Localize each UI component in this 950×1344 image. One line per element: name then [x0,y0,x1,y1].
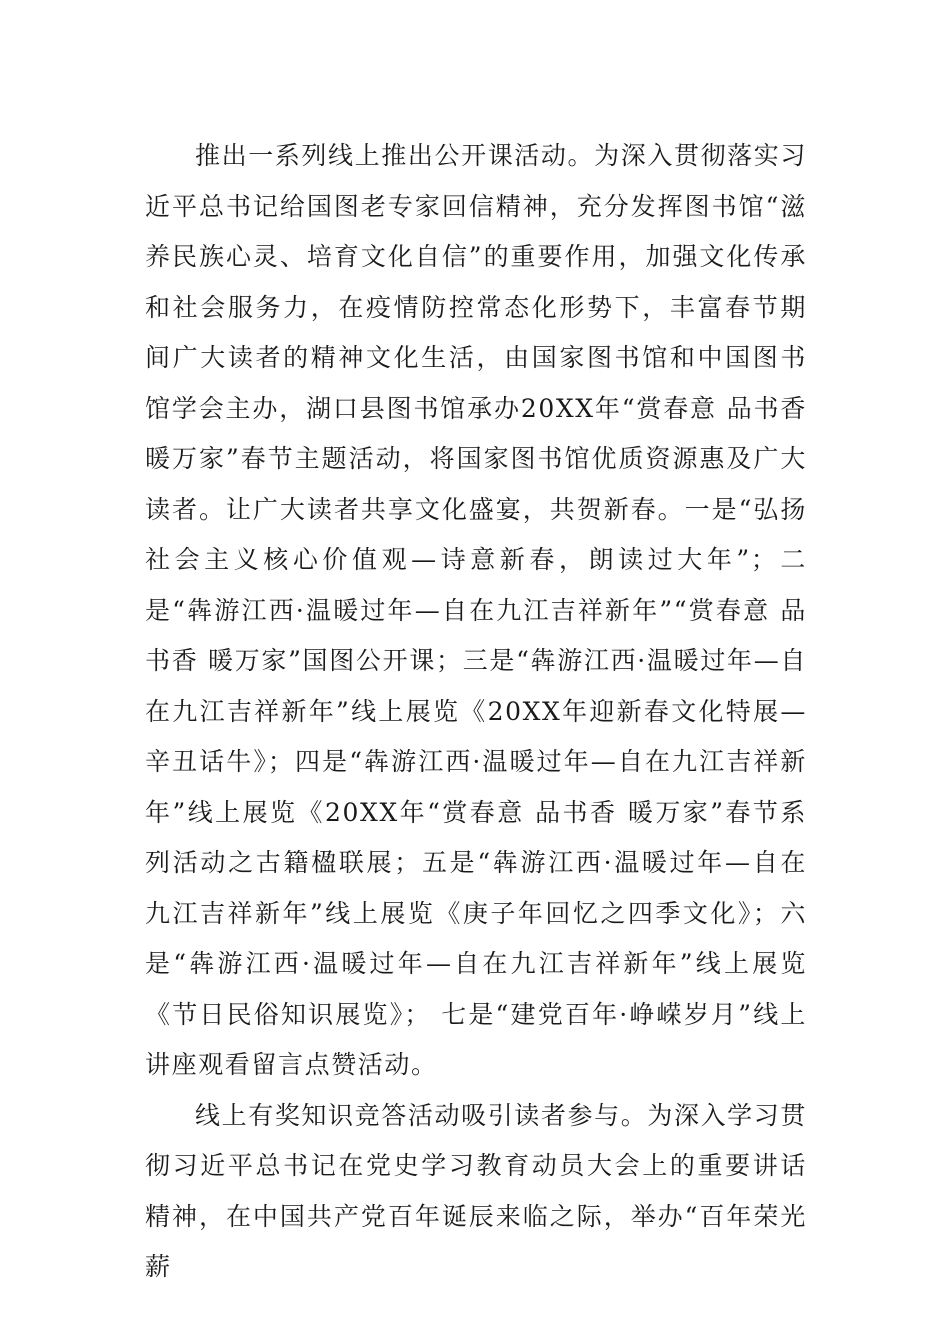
document-body [145,131,807,1293]
paragraph-public-courses: 推出一系列线上推出公开课活动。为深入贯彻落实习近平总书记给国图老专家回信精神，充分发挥图书馆“滋养民族心灵、培育文化自信”的重要作用，加强文化传承和社会服务力，在疫情防控常态化形势下，丰富春节期间广大读者的精神文化生活，由国家图书馆和中国图书馆学会主办，湖口县图书馆承办20XX年“赏春意 品书香 暖万家”春节主题活动，将国家图书馆优质资源惠及广大读者。让广大读者共享文化盛宴，共贺新春。一是“弘扬社会主义核心价值观—诗意新春，朗读过大年”；二是“犇游江西·温暖过年—自在九江吉祥新年”“赏春意 品书香 暖万家”国图公开课；三是“犇游江西·温暖过年—自在九江吉祥新年”线上展览《20XX年迎新春文化特展—辛丑话牛》；四是“犇游江西·温暖过年—自在九江吉祥新年”线上展览《20XX年“赏春意 品书香 暖万家”春节系列活动之古籍楹联展；五是“犇游江西·温暖过年—自在九江吉祥新年”线上展览《庚子年回忆之四季文化》；六是“犇游江西·温暖过年—自在九江吉祥新年”线上展览《节日民俗知识展览》； 七是“建党百年·峥嵘岁月”线上讲座观看留言点赞活动。 [145,141,807,1079]
paragraph-knowledge-quiz: 线上有奖知识竞答活动吸引读者参与。为深入学习贯彻习近平总书记在党史学习教育动员大会上的重要讲话精神，在中国共产党百年诞辰来临之际，举办“百年荣光 薪 [145,1100,807,1281]
